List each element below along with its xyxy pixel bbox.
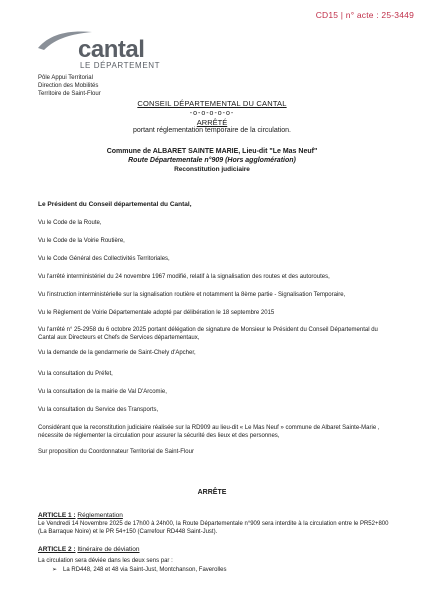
article-2-subtitle: Itinéraire de déviation [77, 546, 140, 553]
visa-item: Considérant que la reconstitution judiciaire réalisée sur la RD909 au lieu-dit « Le Mas Neuf » commune de Albaret Sainte-Marie , nécessite de réglementer la circulation pour assurer la sécurité des lieux et des personnes, [38, 425, 380, 439]
arrete-title: ARRÊTÉ [196, 118, 228, 127]
article-1-number: ARTICLE 1 : [38, 512, 76, 519]
arrow-right-icon: ➢ [52, 567, 58, 573]
article-2-title [38, 546, 140, 553]
commune-line: Commune de ALBARET SAINTE MARIE, Lieu-dit "Le Mas Neuf" [106, 148, 318, 155]
cantal-logo [34, 28, 174, 72]
council-title: CONSEIL DÉPARTEMENTAL DU CANTAL [137, 99, 287, 108]
article-2-text: La circulation sera déviée dans les deux sens par : [38, 558, 173, 564]
route-line: Route Départementale n°909 (Hors agglomération) [128, 157, 296, 164]
visa-item: Vu la consultation du Préfet, [38, 371, 113, 377]
visa-item: Vu la demande de la gendarmerie de Saint-Chely d'Apcher, [38, 350, 196, 356]
visa-item: Sur proposition du Coordonnateur Territorial de Saint-Flour [38, 449, 194, 455]
visa-item: Vu le Code de la Route, [38, 220, 102, 226]
visa-item: Vu l'instruction interministérielle sur la signalisation routière et notamment la 8ème partie - Signalisation Temporaire, [38, 292, 346, 298]
visa-item: Vu la consultation du Service des Transports, [38, 407, 159, 413]
title-separator: -o-o-o-o-o- [189, 110, 235, 117]
logo-word: cantal [78, 36, 145, 63]
article-1-subtitle: Réglementation [77, 512, 123, 519]
service-line: Pôle Appui Territorial [38, 75, 93, 81]
visa-item: Vu le Règlement de Voirie Départementale adopté par délibération le 18 septembre 2015 [38, 310, 275, 316]
visa-item: Vu le Code de la Voirie Routière, [38, 238, 125, 244]
logo-subtitle: LE DÉPARTEMENT [80, 61, 161, 70]
article-1-title [38, 512, 123, 519]
service-block [38, 74, 101, 98]
act-reference: CD15 | n° acte : 25-3449 [315, 10, 414, 20]
article-1-text: Le Vendredi 14 Novembre 2025 de 17h00 à 24h00, la Route Départementale n°909 sera interdite à la circulation entre le PR52+800 (La Barraque Noire) et le PR 54+150 (Carrefour RD448 Saint-Just). [38, 521, 389, 535]
visa-item: Vu l'arrêté interministériel du 24 novembre 1967 modifié, relatif à la signalisation des routes et des autoroutes, [38, 274, 330, 280]
service-line: Territoire de Saint-Flour [38, 91, 101, 97]
event-line: Reconstitution judiciaire [174, 166, 250, 173]
service-line: Direction des Mobilités [38, 83, 99, 89]
arrete-heading: ARRÊTE [197, 489, 227, 496]
arrete-purpose: portant réglementation temporaire de la circulation. [133, 127, 291, 134]
visa-item: Vu le Code Général des Collectivités Territoriales, [38, 256, 170, 262]
detour-route-item [52, 566, 226, 573]
detour-route-text: La RD448, 248 et 48 via Saint-Just, Montchanson, Faverolles [63, 567, 227, 573]
visa-item: Vu la consultation de la mairie de Val D'Arcomie, [38, 389, 167, 395]
president-line: Le Président du Conseil départemental du Cantal, [38, 201, 192, 208]
article-2-number: ARTICLE 2 : [38, 546, 76, 553]
visa-item: Vu l'arrêté n° 25-2958 du 6 octobre 2025 portant délégation de signature de Monsieur le Président du Conseil Départemental du Cantal aux Directeurs et Chefs de Services départementaux, [38, 327, 378, 341]
